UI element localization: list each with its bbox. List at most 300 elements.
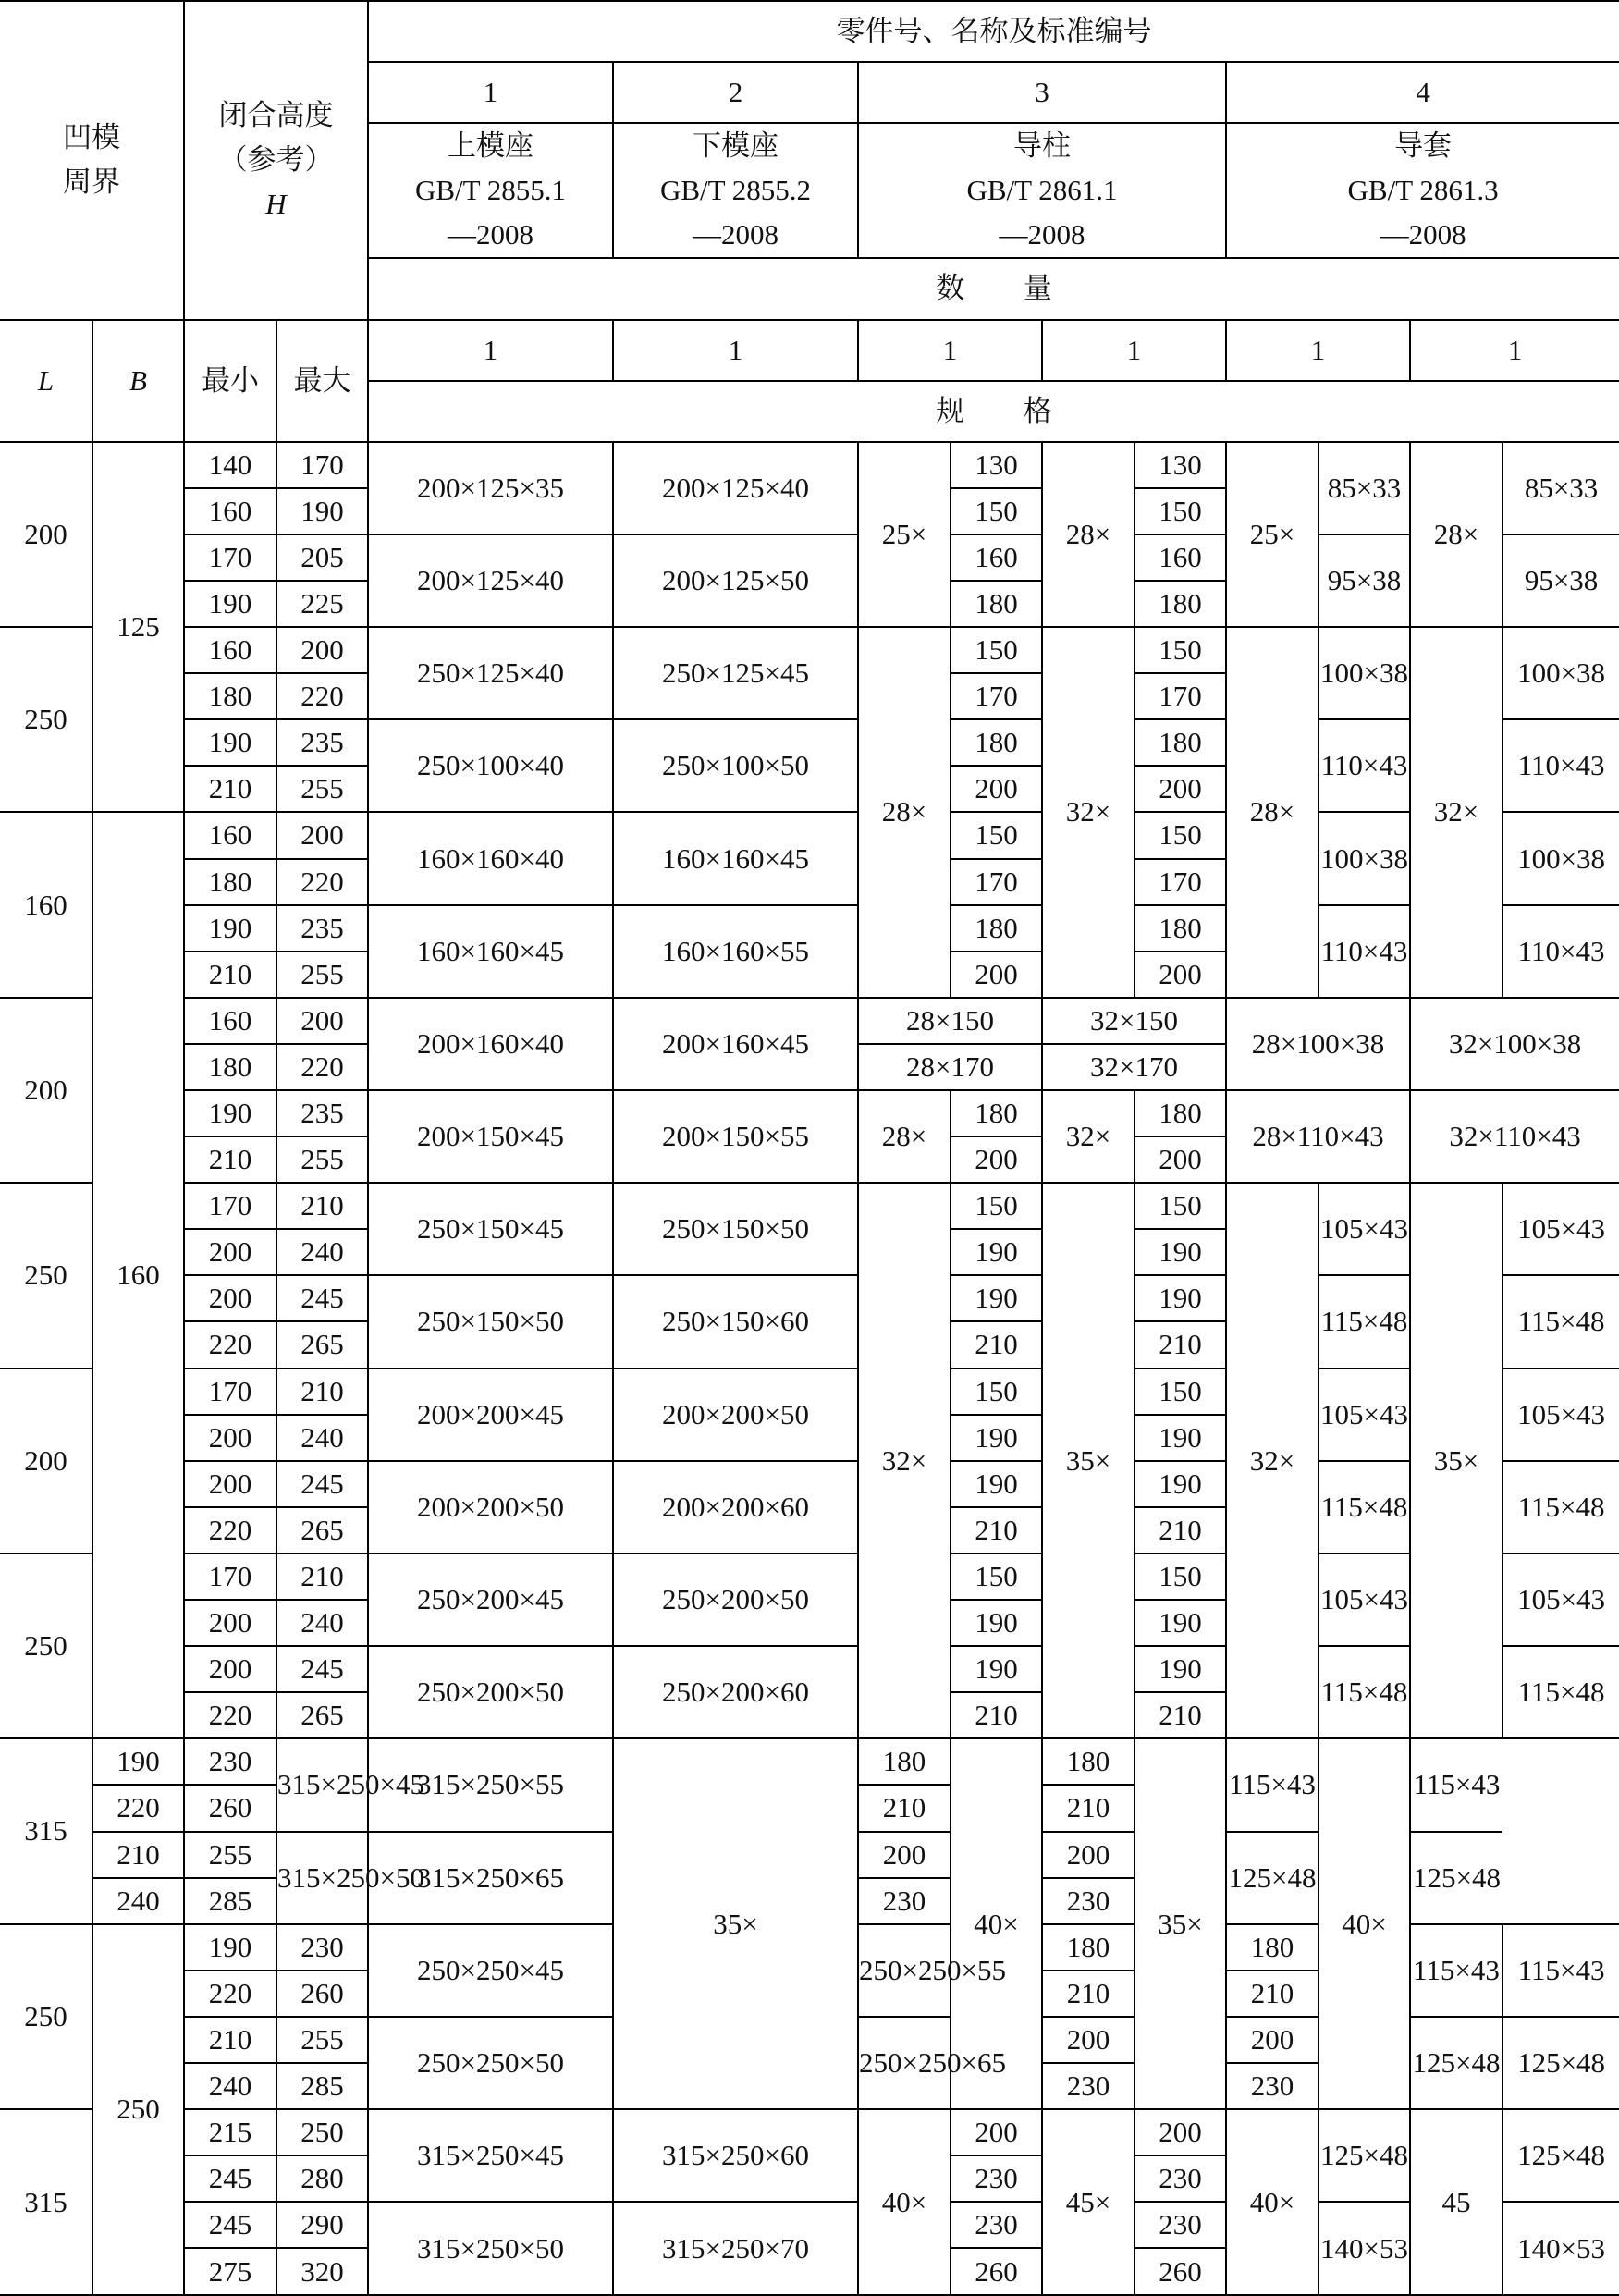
shut-height-max: 265 — [276, 1507, 368, 1553]
guide-pillar-length: 230 — [1135, 2202, 1226, 2248]
shut-height-min: 215 — [184, 2109, 276, 2155]
upper-die-seat-spec: 250×100×40 — [368, 719, 613, 812]
lower-die-seat-spec: 250×150×50 — [613, 1183, 858, 1275]
part-number-3: 3 — [858, 62, 1226, 123]
guide-bush-size: 105×43 — [1319, 1369, 1410, 1461]
guide-bush-diameter: 28× — [1226, 627, 1319, 998]
spec-label: 规 格 — [368, 381, 1619, 442]
guide-pillar-length: 210 — [1042, 1785, 1135, 1831]
guide-bush-diameter: 25× — [1226, 442, 1319, 627]
lower-die-seat-spec: 250×100×50 — [613, 719, 858, 812]
shut-height-min: 275 — [184, 2248, 276, 2295]
upper-die-seat-spec: 250×200×45 — [368, 1553, 613, 1646]
parts-title: 零件号、名称及标准编号 — [368, 1, 1619, 62]
shut-height-min: 220 — [184, 1321, 276, 1368]
guide-pillar-length: 180 — [1042, 1924, 1135, 1971]
perimeter-L: 250 — [0, 1924, 92, 2109]
shut-height-max: 240 — [276, 1600, 368, 1646]
table-row — [0, 1275, 1619, 1321]
guide-pillar-diameter: 35× — [1042, 1183, 1135, 1738]
shut-height-min: 200 — [184, 1415, 276, 1461]
guide-bush-size: 115×43 — [1410, 1738, 1502, 1831]
guide-pillar-length: 190 — [1135, 1461, 1226, 1507]
shut-height-max: 225 — [276, 581, 368, 627]
guide-pillar-diameter: 40× — [951, 1738, 1042, 2109]
guide-pillar-length: 170 — [1135, 673, 1226, 719]
shut-height-max: 200 — [276, 998, 368, 1044]
lower-die-seat-spec: 200×160×45 — [613, 998, 858, 1090]
guide-pillar-length: 200 — [1135, 952, 1226, 998]
guide-pillar-length: 230 — [858, 1878, 951, 1924]
guide-bush-size: 105×43 — [1502, 1183, 1619, 1275]
guide-bush-size: 115×43 — [1502, 1924, 1619, 2017]
guide-pillar-length: 150 — [951, 812, 1042, 858]
upper-die-seat-spec: 250×150×50 — [368, 1275, 613, 1368]
guide-pillar-spec: 28×150 — [858, 998, 1042, 1044]
guide-bush-size: 115×48 — [1502, 1461, 1619, 1553]
lower-die-seat-spec: 250×250×55 — [858, 1924, 951, 2017]
lower-die-seat-spec: 315×250×65 — [368, 1832, 613, 1924]
guide-bush-size: 85×33 — [1319, 442, 1410, 534]
upper-die-seat-spec: 200×125×35 — [368, 442, 613, 534]
guide-pillar-length: 150 — [1135, 627, 1226, 673]
part-number-1: 1 — [368, 62, 613, 123]
table-row — [0, 442, 1619, 488]
guide-pillar-length: 210 — [1135, 1507, 1226, 1553]
guide-pillar-spec: 32×150 — [1042, 998, 1226, 1044]
guide-bush-size: 110×43 — [1319, 719, 1410, 812]
lower-die-seat-spec: 200×200×50 — [613, 1369, 858, 1461]
upper-die-seat-spec: 200×200×45 — [368, 1369, 613, 1461]
upper-die-seat-spec: 200×200×50 — [368, 1461, 613, 1553]
guide-pillar-length: 180 — [1135, 905, 1226, 952]
lower-die-seat-spec: 250×200×50 — [613, 1553, 858, 1646]
guide-bush-size: 125×48 — [1410, 1832, 1502, 1924]
shut-height-max: 320 — [276, 2248, 368, 2295]
guide-bush-diameter: 40× — [1319, 1738, 1410, 2109]
guide-pillar-length: 150 — [1135, 488, 1226, 534]
guide-pillar-length: 200 — [1042, 1832, 1135, 1878]
min-header: 最小 — [184, 320, 276, 442]
table-row — [0, 1646, 1619, 1692]
guide-bush-size: 105×43 — [1502, 1369, 1619, 1461]
guide-pillar-length: 160 — [951, 534, 1042, 581]
upper-die-seat-spec: 315×250×50 — [276, 1832, 368, 1924]
guide-pillar-length: 200 — [1135, 1136, 1226, 1183]
guide-bush-size: 115×43 — [1226, 1738, 1319, 1831]
guide-bush-size: 115×43 — [1410, 1924, 1502, 2017]
guide-pillar-length: 170 — [951, 673, 1042, 719]
lower-die-seat-spec: 200×125×50 — [613, 534, 858, 627]
shut-height-min: 210 — [184, 952, 276, 998]
guide-bush-size: 125×48 — [1226, 1832, 1319, 1924]
shut-height-min: 160 — [184, 998, 276, 1044]
guide-bush-size: 125×48 — [1502, 2017, 1619, 2109]
guide-pillar-length: 180 — [951, 719, 1042, 766]
guide-bush-size: 115×48 — [1319, 1461, 1410, 1553]
guide-pillar-length: 180 — [951, 905, 1042, 952]
guide-pillar-length: 230 — [1042, 2063, 1135, 2109]
shut-height-max: 230 — [276, 1924, 368, 1971]
shut-height-min: 190 — [184, 581, 276, 627]
guide-pillar-diameter: 25× — [858, 442, 951, 627]
B-header: B — [92, 320, 184, 442]
shut-height-min: 200 — [184, 1646, 276, 1692]
shut-height-max: 245 — [276, 1646, 368, 1692]
guide-pillar-length: 180 — [858, 1738, 951, 1785]
guide-pillar-length: 210 — [951, 1321, 1042, 1368]
guide-bush-size: 105×43 — [1319, 1553, 1410, 1646]
perimeter-L: 250 — [0, 1553, 92, 1738]
guide-bush-diameter: 32× — [1410, 627, 1502, 998]
guide-pillar-length: 260 — [951, 2248, 1042, 2295]
shut-height-min: 170 — [184, 534, 276, 581]
shut-height-max: 200 — [276, 812, 368, 858]
lower-die-seat-spec: 160×160×45 — [613, 812, 858, 904]
table-row — [0, 998, 1619, 1044]
guide-pillar-length: 200 — [1135, 766, 1226, 812]
guide-bush-size: 110×43 — [1502, 905, 1619, 998]
guide-pillar-length: 230 — [1226, 2063, 1319, 2109]
guide-pillar-length: 190 — [951, 1646, 1042, 1692]
lower-die-seat-spec: 250×125×45 — [613, 627, 858, 719]
shut-height-min: 190 — [92, 1738, 184, 1785]
table-row — [0, 2202, 1619, 2248]
shut-height-min: 190 — [184, 719, 276, 766]
lower-die-seat-spec: 315×250×70 — [613, 2202, 858, 2295]
guide-bush-size: 95×38 — [1319, 534, 1410, 627]
quantity-cell: 1 — [858, 320, 1042, 381]
table-row — [0, 1553, 1619, 1600]
shut-height-min: 245 — [184, 2202, 276, 2248]
perimeter-B: 125 — [92, 442, 184, 813]
guide-pillar-length: 150 — [1135, 1553, 1226, 1600]
shut-height-min: 210 — [184, 766, 276, 812]
guide-pillar-diameter: 28× — [858, 627, 951, 998]
shut-height-max: 265 — [276, 1692, 368, 1738]
shut-height-max: 170 — [276, 442, 368, 488]
guide-pillar-length: 150 — [1135, 1369, 1226, 1415]
guide-pillar-length: 200 — [1135, 2109, 1226, 2155]
guide-pillar-length: 210 — [1226, 1971, 1319, 2017]
guide-pillar-length: 180 — [1135, 581, 1226, 627]
shut-height-min: 220 — [92, 1785, 184, 1831]
shut-height-min: 245 — [184, 2155, 276, 2202]
shut-height-min: 170 — [184, 1183, 276, 1229]
guide-pillar-length: 150 — [1135, 1183, 1226, 1229]
shut-height-min: 190 — [184, 1924, 276, 1971]
guide-pillar-length: 190 — [951, 1415, 1042, 1461]
guide-bush-size: 140×53 — [1319, 2202, 1410, 2295]
guide-bush-spec: 28×110×43 — [1226, 1090, 1410, 1183]
guide-pillar-length: 180 — [1226, 1924, 1319, 1971]
part-guide-bush: 导套 GB/T 2861.3 —2008 — [1226, 123, 1619, 258]
guide-pillar-length: 180 — [951, 1090, 1042, 1136]
guide-pillar-diameter: 35× — [613, 1738, 858, 2109]
shut-height-max: 260 — [276, 1971, 368, 2017]
perimeter-L: 200 — [0, 998, 92, 1183]
shut-height-max: 240 — [276, 1229, 368, 1275]
shut-height-max: 245 — [276, 1275, 368, 1321]
guide-pillar-length: 130 — [1135, 442, 1226, 488]
guide-bush-diameter: 35× — [1135, 1738, 1226, 2109]
guide-pillar-diameter: 45× — [1042, 2109, 1135, 2295]
shut-height-min: 220 — [184, 1692, 276, 1738]
upper-die-seat-spec: 160×160×40 — [368, 812, 613, 904]
guide-pillar-spec: 28×170 — [858, 1044, 1042, 1090]
lower-die-seat-spec: 315×250×55 — [368, 1738, 613, 1831]
guide-pillar-length: 230 — [951, 2202, 1042, 2248]
guide-bush-size: 100×38 — [1502, 812, 1619, 904]
guide-pillar-length: 210 — [951, 1507, 1042, 1553]
shut-height-max: 245 — [276, 1461, 368, 1507]
upper-die-seat-spec: 315×250×50 — [368, 2202, 613, 2295]
guide-pillar-diameter: 32× — [1042, 1090, 1135, 1183]
perimeter-L: 200 — [0, 442, 92, 627]
table-row — [0, 1738, 1619, 1785]
perimeter-L: 315 — [0, 2109, 92, 2295]
guide-pillar-length: 180 — [1042, 1738, 1135, 1785]
guide-pillar-length: 210 — [1135, 1692, 1226, 1738]
quantity-cell: 1 — [1410, 320, 1619, 381]
quantity-cell: 1 — [1226, 320, 1410, 381]
shut-height-min: 240 — [92, 1878, 184, 1924]
shut-height-max: 290 — [276, 2202, 368, 2248]
table-row — [0, 1461, 1619, 1507]
shut-height-min: 200 — [184, 1461, 276, 1507]
upper-die-seat-spec: 250×125×40 — [368, 627, 613, 719]
guide-pillar-length: 150 — [951, 1369, 1042, 1415]
guide-pillar-length: 150 — [1135, 812, 1226, 858]
guide-pillar-length: 200 — [951, 2109, 1042, 2155]
shut-height-max: 190 — [276, 488, 368, 534]
guide-pillar-length: 230 — [951, 2155, 1042, 2202]
lower-die-seat-spec: 200×150×55 — [613, 1090, 858, 1183]
guide-pillar-length: 200 — [951, 952, 1042, 998]
shut-height-max: 220 — [276, 1044, 368, 1090]
shut-height-max: 255 — [276, 2017, 368, 2063]
lower-die-seat-spec: 200×125×40 — [613, 442, 858, 534]
guide-pillar-diameter: 32× — [1042, 627, 1135, 998]
guide-pillar-length: 170 — [951, 859, 1042, 905]
shut-height-min: 160 — [184, 812, 276, 858]
shut-height-min: 210 — [184, 2017, 276, 2063]
shut-height-max: 205 — [276, 534, 368, 581]
table-row — [0, 812, 1619, 858]
guide-bush-size: 100×38 — [1319, 812, 1410, 904]
guide-pillar-diameter: 40× — [858, 2109, 951, 2295]
shut-height-max: 210 — [276, 1369, 368, 1415]
guide-bush-size: 115×48 — [1319, 1275, 1410, 1368]
table-row — [0, 1090, 1619, 1136]
lower-die-seat-spec: 250×250×65 — [858, 2017, 951, 2109]
table-row — [0, 2109, 1619, 2155]
guide-bush-spec: 32×100×38 — [1410, 998, 1619, 1090]
perimeter-L: 200 — [0, 1369, 92, 1553]
guide-pillar-length: 150 — [951, 1553, 1042, 1600]
lower-die-seat-spec: 250×200×60 — [613, 1646, 858, 1738]
guide-pillar-length: 170 — [1135, 859, 1226, 905]
shut-height-max: 220 — [276, 859, 368, 905]
perimeter-L: 250 — [0, 627, 92, 812]
shut-height-min: 160 — [184, 627, 276, 673]
quantity-cell: 1 — [368, 320, 613, 381]
guide-bush-diameter: 45 — [1410, 2109, 1502, 2295]
guide-pillar-length: 160 — [1135, 534, 1226, 581]
table-row — [0, 905, 1619, 952]
guide-pillar-length: 190 — [951, 1600, 1042, 1646]
guide-bush-size: 125×48 — [1319, 2109, 1410, 2202]
die-perimeter-header: 凹模 周界 — [0, 1, 184, 320]
guide-pillar-length: 210 — [858, 1785, 951, 1831]
perimeter-L: 315 — [0, 1738, 92, 1923]
guide-pillar-length: 190 — [1135, 1229, 1226, 1275]
shut-height-max: 220 — [276, 673, 368, 719]
guide-bush-size: 125×48 — [1410, 2017, 1502, 2109]
shut-height-max: 285 — [276, 2063, 368, 2109]
guide-pillar-length: 190 — [951, 1229, 1042, 1275]
L-header: L — [0, 320, 92, 442]
shut-height-min: 180 — [184, 859, 276, 905]
guide-pillar-length: 210 — [1135, 1321, 1226, 1368]
shut-height-max: 285 — [184, 1878, 276, 1924]
guide-pillar-length: 150 — [951, 488, 1042, 534]
part-lower-die-seat: 下模座 GB/T 2855.2 —2008 — [613, 123, 858, 258]
shut-height-max: 210 — [276, 1553, 368, 1600]
guide-bush-size: 115×48 — [1319, 1646, 1410, 1738]
shut-height-min: 190 — [184, 1090, 276, 1136]
shut-height-max: 230 — [184, 1738, 276, 1785]
quantity-cell: 1 — [1042, 320, 1226, 381]
shut-height-max: 260 — [184, 1785, 276, 1831]
guide-bush-spec: 28×100×38 — [1226, 998, 1410, 1090]
guide-pillar-length: 190 — [1135, 1415, 1226, 1461]
upper-die-seat-spec: 250×250×50 — [368, 2017, 613, 2109]
guide-bush-size: 85×33 — [1502, 442, 1619, 534]
shut-height-min: 240 — [184, 2063, 276, 2109]
shut-height-min: 180 — [184, 1044, 276, 1090]
guide-pillar-length: 180 — [951, 581, 1042, 627]
lower-die-seat-spec: 315×250×60 — [613, 2109, 858, 2202]
upper-die-seat-spec: 250×150×45 — [368, 1183, 613, 1275]
guide-bush-diameter: 40× — [1226, 2109, 1319, 2295]
shut-height-min: 220 — [184, 1507, 276, 1553]
guide-pillar-length: 190 — [951, 1275, 1042, 1321]
perimeter-L: 160 — [0, 812, 92, 997]
lower-die-seat-spec: 160×160×55 — [613, 905, 858, 998]
guide-bush-diameter: 35× — [1410, 1183, 1502, 1738]
guide-pillar-length: 180 — [1135, 1090, 1226, 1136]
guide-pillar-length: 200 — [858, 1832, 951, 1878]
lower-die-seat-spec: 250×150×60 — [613, 1275, 858, 1368]
shut-height-max: 235 — [276, 1090, 368, 1136]
shut-height-min: 220 — [184, 1971, 276, 2017]
shut-height-min: 160 — [184, 488, 276, 534]
guide-bush-size: 115×48 — [1502, 1275, 1619, 1368]
table-row — [0, 1183, 1619, 1229]
guide-pillar-length: 180 — [1135, 719, 1226, 766]
shut-height-max: 255 — [276, 1136, 368, 1183]
guide-pillar-length: 200 — [1042, 2017, 1135, 2063]
guide-pillar-length: 130 — [951, 442, 1042, 488]
upper-die-seat-spec: 200×125×40 — [368, 534, 613, 627]
shut-height-max: 250 — [276, 2109, 368, 2155]
guide-bush-spec: 32×110×43 — [1410, 1090, 1619, 1183]
guide-bush-size: 110×43 — [1502, 719, 1619, 812]
table-row — [0, 534, 1619, 581]
guide-pillar-length: 150 — [951, 627, 1042, 673]
guide-bush-size: 105×43 — [1319, 1183, 1410, 1275]
guide-bush-size: 125×48 — [1502, 2109, 1619, 2202]
shut-height-max: 265 — [276, 1321, 368, 1368]
guide-bush-diameter: 28× — [1410, 442, 1502, 627]
shut-height-max: 235 — [276, 719, 368, 766]
quantity-cell: 1 — [613, 320, 858, 381]
part-number-2: 2 — [613, 62, 858, 123]
guide-pillar-diameter: 28× — [1042, 442, 1135, 627]
part-guide-pillar: 导柱 GB/T 2861.1 —2008 — [858, 123, 1226, 258]
guide-pillar-length: 230 — [1135, 2155, 1226, 2202]
guide-bush-size: 100×38 — [1502, 627, 1619, 719]
shut-height-max: 235 — [276, 905, 368, 952]
guide-bush-size: 105×43 — [1502, 1553, 1619, 1646]
guide-pillar-length: 230 — [1042, 1878, 1135, 1924]
upper-die-seat-spec: 250×250×45 — [368, 1924, 613, 2017]
part-upper-die-seat: 上模座 GB/T 2855.1 —2008 — [368, 123, 613, 258]
shut-height-min: 170 — [184, 1553, 276, 1600]
shut-height-max: 255 — [276, 952, 368, 998]
shut-height-min: 200 — [184, 1229, 276, 1275]
upper-die-seat-spec: 200×160×40 — [368, 998, 613, 1090]
shut-height-min: 210 — [92, 1832, 184, 1878]
perimeter-B: 160 — [92, 812, 184, 1738]
guide-pillar-length: 200 — [951, 766, 1042, 812]
shut-height-min: 200 — [184, 1600, 276, 1646]
upper-die-seat-spec: 160×160×45 — [368, 905, 613, 998]
guide-pillar-length: 200 — [1226, 2017, 1319, 2063]
guide-pillar-length: 190 — [1135, 1275, 1226, 1321]
guide-pillar-length: 150 — [951, 1183, 1042, 1229]
upper-die-seat-spec: 250×200×50 — [368, 1646, 613, 1738]
guide-bush-size: 140×53 — [1502, 2202, 1619, 2295]
shut-height-max: 210 — [276, 1183, 368, 1229]
shut-height-min: 190 — [184, 905, 276, 952]
lower-die-seat-spec: 200×200×60 — [613, 1461, 858, 1553]
guide-pillar-length: 200 — [951, 1136, 1042, 1183]
guide-pillar-spec: 32×170 — [1042, 1044, 1226, 1090]
table-row — [0, 1369, 1619, 1415]
quantity-label: 数 量 — [368, 258, 1619, 319]
shut-height-min: 140 — [184, 442, 276, 488]
guide-pillar-length: 210 — [951, 1692, 1042, 1738]
shut-height-max: 200 — [276, 627, 368, 673]
shut-height-min: 180 — [184, 673, 276, 719]
guide-bush-size: 115×48 — [1502, 1646, 1619, 1738]
perimeter-L: 250 — [0, 1183, 92, 1368]
max-header: 最大 — [276, 320, 368, 442]
shut-height-min: 210 — [184, 1136, 276, 1183]
guide-pillar-length: 190 — [951, 1461, 1042, 1507]
guide-pillar-length: 260 — [1135, 2248, 1226, 2295]
upper-die-seat-spec: 200×150×45 — [368, 1090, 613, 1183]
table-row — [0, 719, 1619, 766]
guide-pillar-length: 190 — [1135, 1646, 1226, 1692]
shut-height-max: 240 — [276, 1415, 368, 1461]
guide-pillar-length: 190 — [1135, 1600, 1226, 1646]
upper-die-seat-spec: 315×250×45 — [276, 1738, 368, 1831]
shut-height-max: 280 — [276, 2155, 368, 2202]
upper-die-seat-spec: 315×250×45 — [368, 2109, 613, 2202]
